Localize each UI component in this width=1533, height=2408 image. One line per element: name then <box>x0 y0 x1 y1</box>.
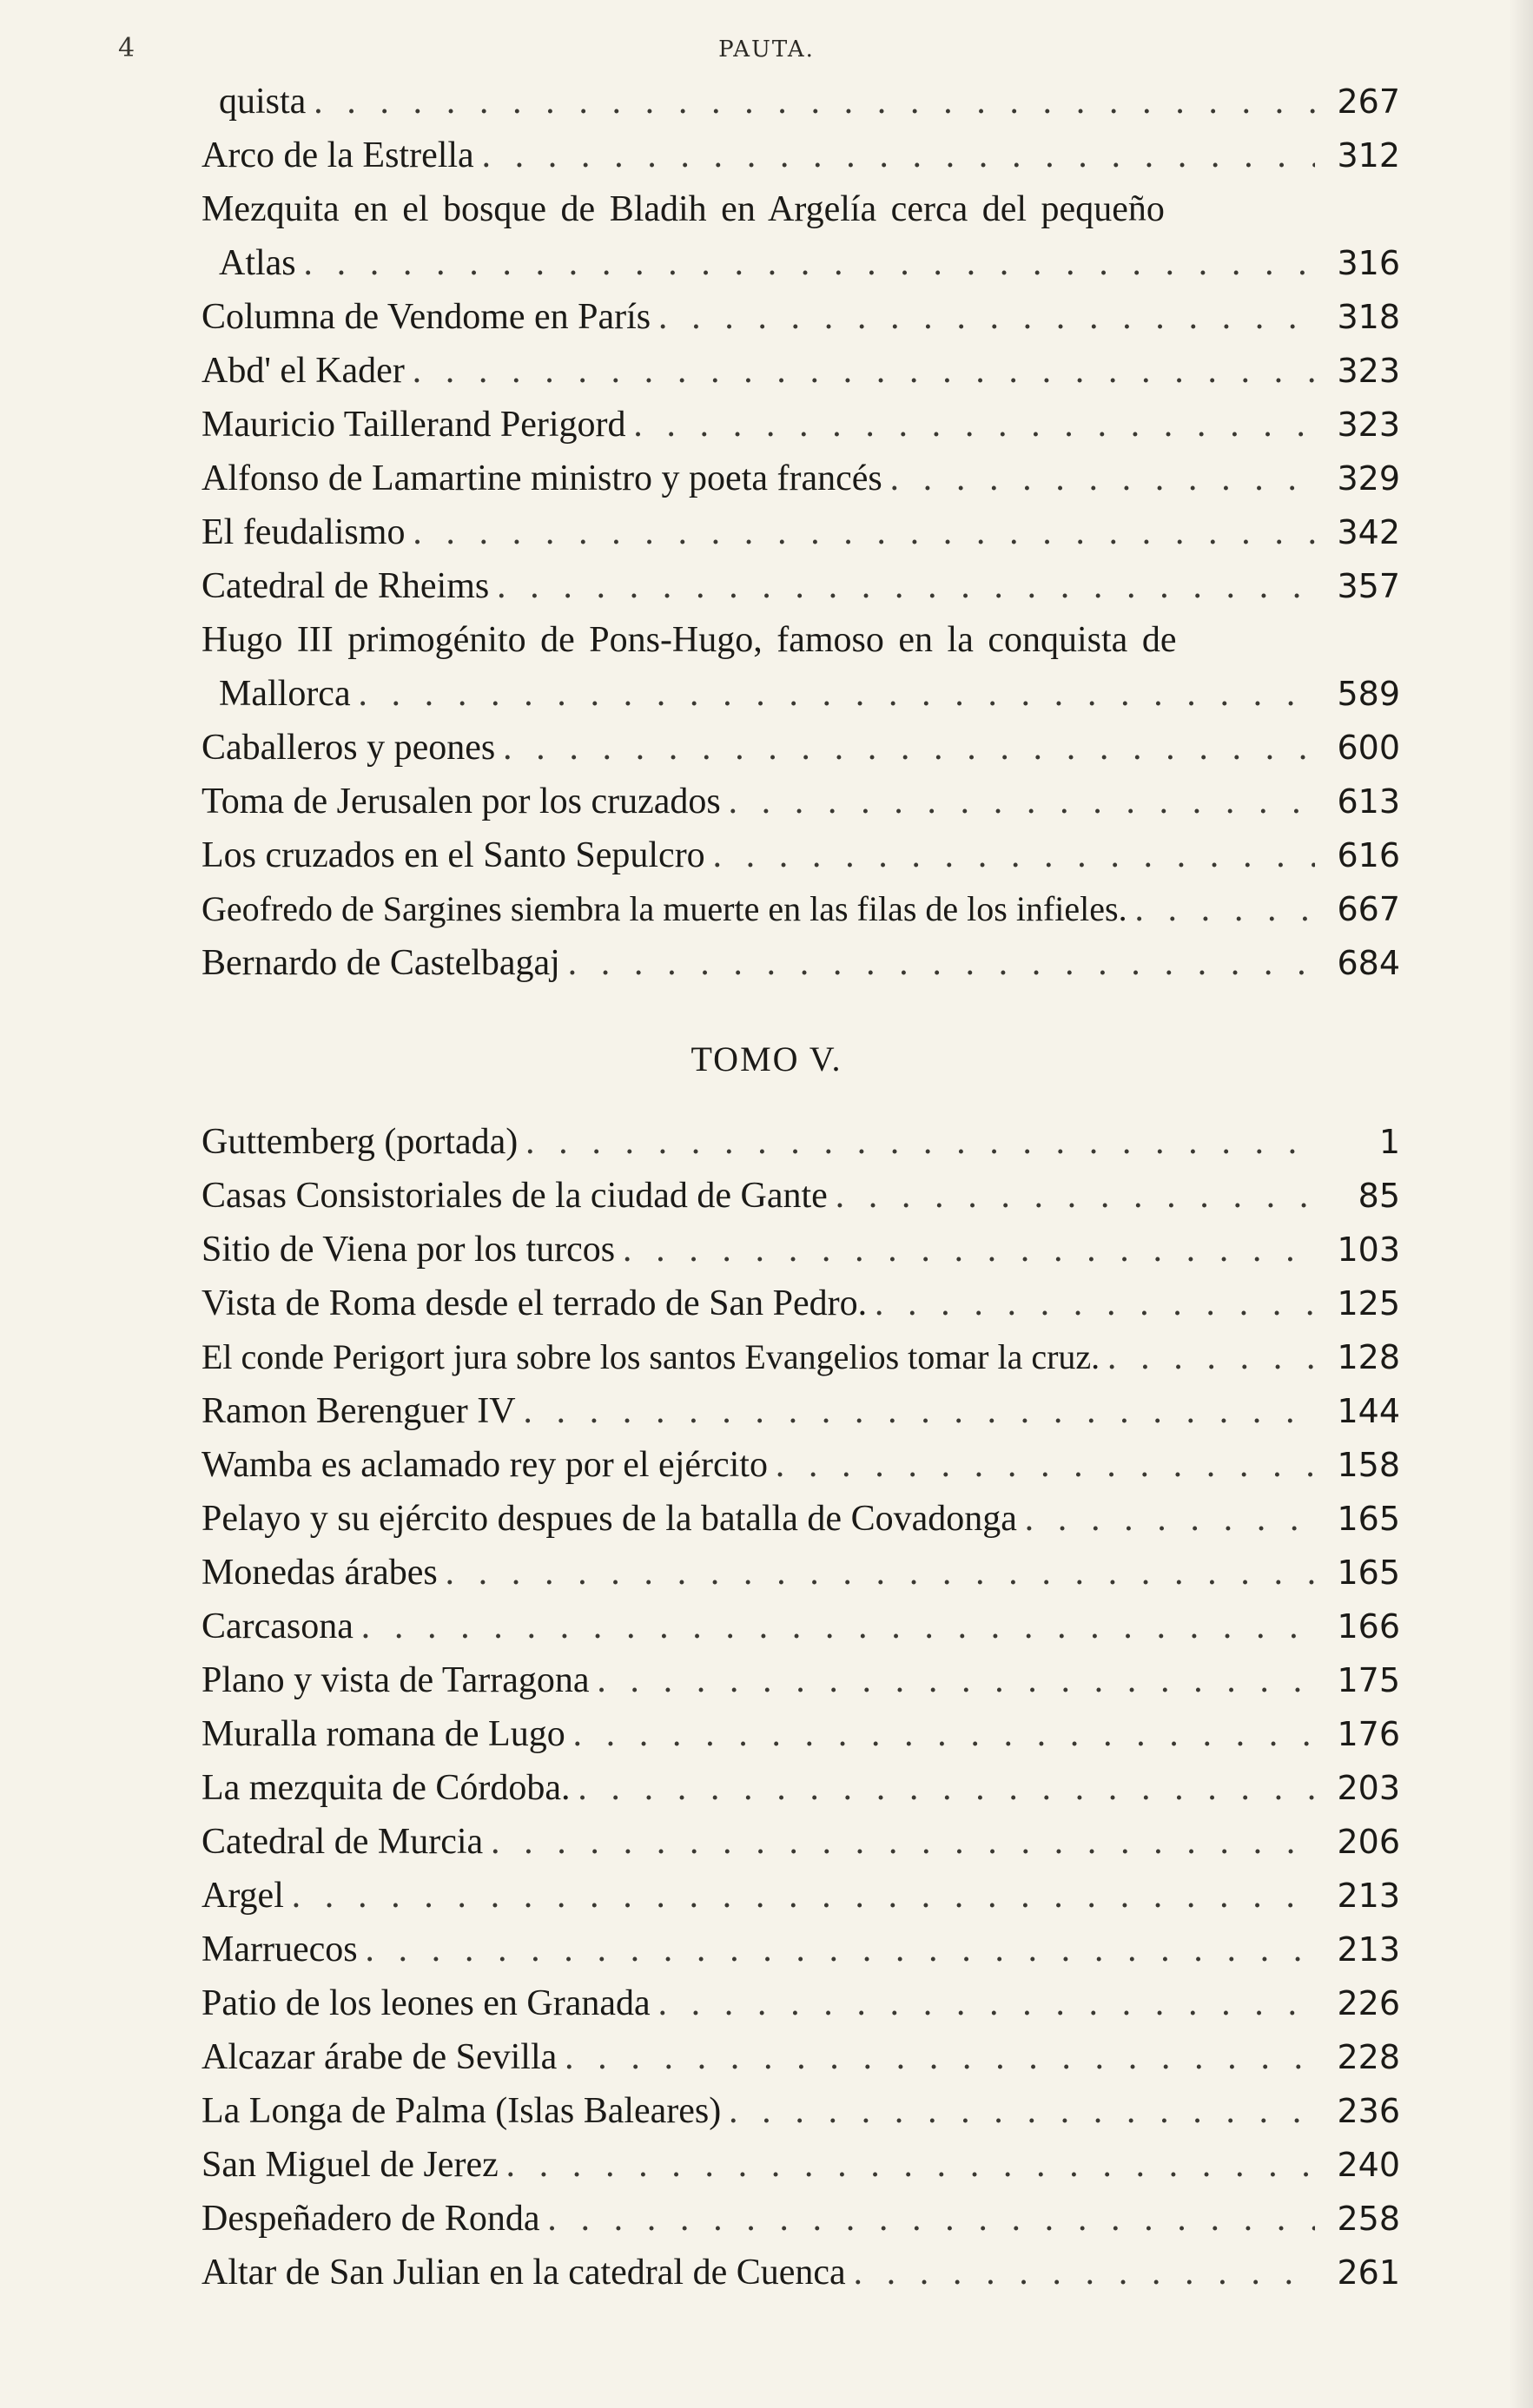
entry-title: Atlas <box>219 243 296 283</box>
dot-leader <box>557 2030 1315 2084</box>
list-item <box>202 1384 1400 1438</box>
entry-page: 589 <box>1337 675 1400 713</box>
entry-page: 267 <box>1337 82 1400 121</box>
list-item <box>202 236 1400 290</box>
entry-page: 684 <box>1337 944 1400 982</box>
entry-title: Bernardo de Castelbagaj <box>202 943 560 983</box>
entry-title: Monedas árabes <box>202 1553 438 1593</box>
entry-page: 240 <box>1337 2146 1400 2184</box>
list-item <box>202 1976 1400 2030</box>
dot-leader <box>405 505 1315 559</box>
dot-leader <box>518 1115 1315 1169</box>
page-edge-shadow <box>1509 0 1533 2408</box>
entry-page: 318 <box>1337 298 1400 336</box>
entry-title: La Longa de Palma (Islas Baleares) <box>202 2091 722 2131</box>
entry-page: 261 <box>1337 2253 1400 2292</box>
dot-leader <box>1127 882 1315 936</box>
dot-leader <box>354 1600 1315 1653</box>
entry-page: 600 <box>1337 729 1400 767</box>
entry-page: 103 <box>1337 1230 1400 1269</box>
list-item <box>202 1277 1400 1330</box>
list-item <box>202 1869 1400 1923</box>
list-tomo-v <box>202 1115 1400 2299</box>
dot-leader <box>1100 1330 1315 1384</box>
entry-page: 125 <box>1337 1284 1400 1323</box>
entry-first-line: Hugo III primogénito de Pons-Hugo, famoso en la conquista de <box>202 620 1177 660</box>
entry-title: Catedral de Murcia <box>202 1822 484 1862</box>
list-item <box>202 1438 1400 1492</box>
entry-title: Casas Consistoriales de la ciudad de Gante <box>202 1176 828 1216</box>
entry-title: Pelayo y su ejército despues de la batalla de Covadonga <box>202 1499 1017 1539</box>
list-item <box>202 2246 1400 2299</box>
entry-page: 613 <box>1337 782 1400 821</box>
entry-title: Sitio de Viena por los turcos <box>202 1230 616 1270</box>
list-item <box>202 344 1400 398</box>
list-item <box>202 505 1400 559</box>
list-item <box>202 1815 1400 1869</box>
entry-page: 329 <box>1337 459 1400 498</box>
list-item <box>202 1923 1400 1976</box>
list-item <box>202 1546 1400 1600</box>
list-item <box>202 2030 1400 2084</box>
dot-leader <box>405 344 1315 398</box>
entry-page: 236 <box>1337 2092 1400 2130</box>
entry-title: Caballeros y peones <box>202 728 496 768</box>
dot-leader <box>651 290 1315 344</box>
entry-page: 228 <box>1337 2038 1400 2076</box>
entry-page: 206 <box>1337 1823 1400 1861</box>
list-item <box>202 1492 1400 1546</box>
dot-leader <box>499 2138 1315 2192</box>
entry-title: Los cruzados en el Santo Sepulcro <box>202 835 705 875</box>
dot-leader <box>846 2246 1315 2299</box>
entry-title: Patio de los leones en Granada <box>202 1983 651 2023</box>
list-item <box>202 1600 1400 1653</box>
dot-leader <box>483 1815 1315 1869</box>
dot-leader <box>571 1761 1315 1815</box>
page-number: 4 <box>118 33 135 63</box>
entry-title: Altar de San Julian en la catedral de Cuenca <box>202 2253 846 2293</box>
entry-title: Despeñadero de Ronda <box>202 2199 540 2239</box>
entry-page: 323 <box>1337 352 1400 390</box>
dot-leader <box>590 1653 1316 1707</box>
entry-page: 226 <box>1337 1984 1400 2022</box>
entry-page: 144 <box>1337 1392 1400 1430</box>
running-head: PAUTA. <box>718 36 815 63</box>
list-previous-tomo <box>202 75 1400 990</box>
entry-title: quista <box>219 82 307 122</box>
entry-page: 158 <box>1337 1446 1400 1484</box>
entry-page: 342 <box>1337 513 1400 551</box>
entry-title: Wamba es aclamado rey por el ejército <box>202 1445 768 1485</box>
list-item <box>202 667 1400 721</box>
list-item <box>202 559 1400 613</box>
list-item <box>202 721 1400 775</box>
dot-leader <box>867 1277 1315 1330</box>
dot-leader <box>565 1707 1315 1761</box>
entry-page: 213 <box>1337 1877 1400 1915</box>
entry-title: El feudalismo <box>202 512 406 552</box>
list-item <box>202 936 1400 990</box>
list-item <box>202 452 1400 505</box>
section-heading-tomo-v: TOMO V. <box>691 1039 842 1079</box>
entry-page: 323 <box>1337 406 1400 444</box>
entry-title: San Miguel de Jerez <box>202 2145 499 2185</box>
dot-leader <box>625 398 1315 452</box>
dot-leader <box>882 452 1315 505</box>
entry-page: 616 <box>1337 836 1400 874</box>
entry-title: Arco de la Estrella <box>202 135 474 175</box>
dot-leader <box>560 936 1315 990</box>
dot-leader <box>540 2192 1315 2246</box>
dot-leader <box>651 1976 1315 2030</box>
entry-page: 316 <box>1337 244 1400 282</box>
dot-leader <box>474 129 1315 182</box>
entry-page: 128 <box>1337 1338 1400 1376</box>
dot-leader <box>615 1223 1315 1277</box>
entry-title: Argel <box>202 1876 284 1916</box>
entry-title: Abd' el Kader <box>202 351 405 391</box>
list-item <box>202 1330 1400 1384</box>
list-item <box>202 129 1400 182</box>
entry-page: 203 <box>1337 1769 1400 1807</box>
list-item <box>202 290 1400 344</box>
list-item <box>202 2138 1400 2192</box>
entry-page: 176 <box>1337 1715 1400 1753</box>
list-item <box>202 1223 1400 1277</box>
entry-title: Toma de Jerusalen por los cruzados <box>202 782 721 821</box>
list-item <box>202 1115 1400 1169</box>
list-item <box>202 1707 1400 1761</box>
list-item <box>202 2084 1400 2138</box>
entry-title: Catedral de Rheims <box>202 566 490 606</box>
dot-leader <box>438 1546 1315 1600</box>
entry-title: Marruecos <box>202 1930 358 1969</box>
dot-leader <box>296 236 1315 290</box>
entry-first-line: Mezquita en el bosque de Bladih en Argelía cerca del pequeño <box>202 189 1165 229</box>
dot-leader <box>828 1169 1315 1223</box>
list-item <box>202 1169 1400 1223</box>
entry-title: Geofredo de Sargines siembra la muerte en las filas de los infieles. <box>202 889 1127 928</box>
dot-leader <box>495 721 1315 775</box>
entry-page: 165 <box>1337 1500 1400 1538</box>
entry-page: 357 <box>1337 567 1400 605</box>
dot-leader <box>1017 1492 1315 1546</box>
entry-title: Mallorca <box>219 674 351 714</box>
entry-title: Plano y vista de Tarragona <box>202 1660 590 1700</box>
list-item <box>202 1653 1400 1707</box>
entry-title: La mezquita de Córdoba. <box>202 1768 571 1808</box>
dot-leader <box>284 1869 1315 1923</box>
list-item <box>202 882 1400 936</box>
entry-page: 213 <box>1337 1930 1400 1969</box>
entry-title: Muralla romana de Lugo <box>202 1714 565 1754</box>
entry-page: 85 <box>1358 1177 1400 1215</box>
dot-leader <box>306 75 1315 129</box>
entry-title: Mauricio Taillerand Perigord <box>202 405 626 445</box>
entry-page: 258 <box>1337 2200 1400 2238</box>
entry-page: 1 <box>1378 1123 1400 1161</box>
entry-title: Alcazar árabe de Sevilla <box>202 2037 558 2077</box>
entry-title: Ramon Berenguer IV <box>202 1391 516 1431</box>
dot-leader <box>721 775 1315 828</box>
dot-leader <box>721 2084 1315 2138</box>
dot-leader <box>489 559 1315 613</box>
entry-title: Guttemberg (portada) <box>202 1122 519 1162</box>
dot-leader <box>768 1438 1315 1492</box>
entry-page: 165 <box>1337 1554 1400 1592</box>
list-item <box>202 775 1400 828</box>
list-item <box>202 75 1400 129</box>
entry-page: 312 <box>1337 136 1400 175</box>
entry-title: El conde Perigort jura sobre los santos Evangelios tomar la cruz. <box>202 1337 1100 1376</box>
list-item <box>202 2192 1400 2246</box>
entry-page: 667 <box>1337 890 1400 928</box>
list-item <box>202 1761 1400 1815</box>
dot-leader <box>358 1923 1315 1976</box>
dot-leader <box>516 1384 1315 1438</box>
dot-leader <box>705 828 1315 882</box>
entry-title: Alfonso de Lamartine ministro y poeta francés <box>202 459 882 498</box>
dot-leader <box>351 667 1315 721</box>
entry-title: Carcasona <box>202 1606 354 1646</box>
entry-title: Columna de Vendome en París <box>202 297 651 337</box>
entry-page: 166 <box>1337 1607 1400 1646</box>
entry-title: Vista de Roma desde el terrado de San Pedro. <box>202 1283 868 1323</box>
list-item <box>202 398 1400 452</box>
entry-page: 175 <box>1337 1661 1400 1699</box>
list-item <box>202 828 1400 882</box>
